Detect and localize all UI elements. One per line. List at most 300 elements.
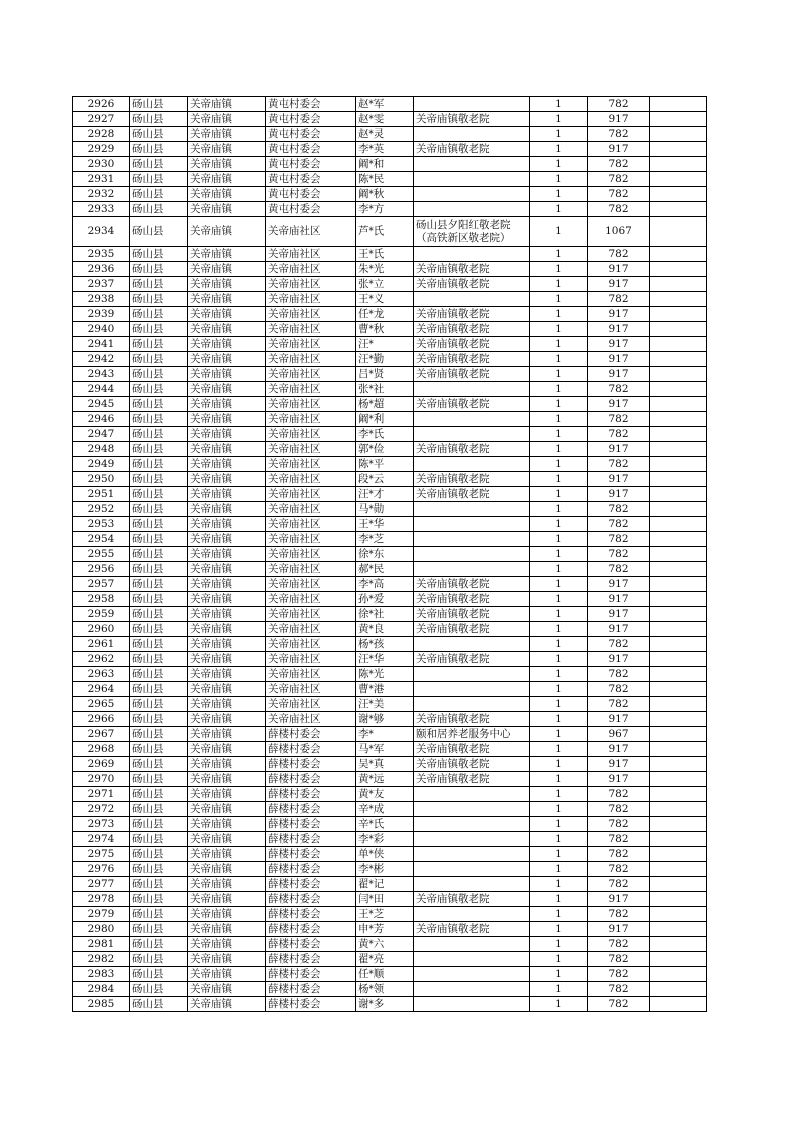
cell-village: 关帝庙社区: [266, 352, 356, 367]
cell-amount: 917: [588, 592, 650, 607]
cell-care-institution: 关帝庙镇敬老院: [414, 742, 530, 757]
cell-county: 砀山县: [130, 172, 188, 187]
cell-amount: 917: [588, 442, 650, 457]
cell-care-institution: 关帝庙镇敬老院: [414, 607, 530, 622]
cell-person-name: 阚*利: [356, 412, 414, 427]
cell-row-number: 2926: [73, 97, 130, 112]
cell-count: 1: [530, 292, 588, 307]
cell-town: 关帝庙镇: [188, 622, 266, 637]
cell-remark: [650, 157, 707, 172]
cell-remark: [650, 907, 707, 922]
cell-town: 关帝庙镇: [188, 262, 266, 277]
cell-count: 1: [530, 772, 588, 787]
cell-care-institution: [414, 502, 530, 517]
cell-count: 1: [530, 877, 588, 892]
cell-row-number: 2959: [73, 607, 130, 622]
cell-town: 关帝庙镇: [188, 907, 266, 922]
cell-amount: 782: [588, 172, 650, 187]
cell-village: 薛楼村委会: [266, 892, 356, 907]
cell-village: 黄屯村委会: [266, 172, 356, 187]
cell-town: 关帝庙镇: [188, 127, 266, 142]
cell-count: 1: [530, 847, 588, 862]
cell-care-institution: [414, 847, 530, 862]
cell-row-number: 2943: [73, 367, 130, 382]
cell-village: 黄屯村委会: [266, 97, 356, 112]
cell-town: 关帝庙镇: [188, 487, 266, 502]
cell-row-number: 2942: [73, 352, 130, 367]
cell-row-number: 2963: [73, 667, 130, 682]
cell-person-name: 黄*远: [356, 772, 414, 787]
cell-county: 砀山县: [130, 847, 188, 862]
cell-row-number: 2932: [73, 187, 130, 202]
table-row: [73, 487, 707, 502]
cell-row-number: 2983: [73, 967, 130, 982]
cell-village: 关帝庙社区: [266, 322, 356, 337]
cell-county: 砀山县: [130, 442, 188, 457]
cell-remark: [650, 112, 707, 127]
cell-row-number: 2958: [73, 592, 130, 607]
table-row: [73, 382, 707, 397]
cell-village: 关帝庙社区: [266, 427, 356, 442]
cell-amount: 782: [588, 637, 650, 652]
cell-row-number: 2947: [73, 427, 130, 442]
cell-village: 关帝庙社区: [266, 532, 356, 547]
cell-care-institution: [414, 172, 530, 187]
cell-amount: 782: [588, 952, 650, 967]
cell-remark: [650, 862, 707, 877]
cell-remark: [650, 562, 707, 577]
cell-county: 砀山县: [130, 742, 188, 757]
cell-amount: 782: [588, 832, 650, 847]
cell-amount: 782: [588, 97, 650, 112]
cell-amount: 917: [588, 307, 650, 322]
table-row: [73, 787, 707, 802]
table-row: [73, 562, 707, 577]
cell-person-name: 李*氏: [356, 427, 414, 442]
cell-care-institution: 关帝庙镇敬老院: [414, 277, 530, 292]
cell-remark: [650, 127, 707, 142]
cell-row-number: 2960: [73, 622, 130, 637]
cell-county: 砀山县: [130, 547, 188, 562]
cell-county: 砀山县: [130, 997, 188, 1012]
cell-village: 关帝庙社区: [266, 607, 356, 622]
cell-row-number: 2945: [73, 397, 130, 412]
cell-county: 砀山县: [130, 337, 188, 352]
table-row: [73, 892, 707, 907]
table-row: [73, 907, 707, 922]
cell-village: 黄屯村委会: [266, 127, 356, 142]
cell-town: 关帝庙镇: [188, 112, 266, 127]
table-row: [73, 412, 707, 427]
cell-amount: 782: [588, 802, 650, 817]
cell-count: 1: [530, 682, 588, 697]
cell-care-institution: [414, 412, 530, 427]
cell-village: 关帝庙社区: [266, 562, 356, 577]
table-row: [73, 172, 707, 187]
cell-county: 砀山县: [130, 817, 188, 832]
cell-remark: [650, 172, 707, 187]
cell-remark: [650, 442, 707, 457]
cell-remark: [650, 397, 707, 412]
cell-remark: [650, 292, 707, 307]
cell-village: 关帝庙社区: [266, 622, 356, 637]
cell-care-institution: [414, 967, 530, 982]
cell-person-name: 翟*亮: [356, 952, 414, 967]
cell-person-name: 汪*才: [356, 487, 414, 502]
cell-amount: 782: [588, 502, 650, 517]
cell-remark: [650, 877, 707, 892]
cell-remark: [650, 982, 707, 997]
cell-row-number: 2934: [73, 217, 130, 247]
table-row: [73, 97, 707, 112]
cell-remark: [650, 967, 707, 982]
cell-town: 关帝庙镇: [188, 727, 266, 742]
cell-remark: [650, 637, 707, 652]
cell-town: 关帝庙镇: [188, 997, 266, 1012]
cell-county: 砀山县: [130, 202, 188, 217]
cell-county: 砀山县: [130, 607, 188, 622]
table-row: [73, 457, 707, 472]
cell-amount: 782: [588, 532, 650, 547]
cell-count: 1: [530, 427, 588, 442]
cell-count: 1: [530, 217, 588, 247]
cell-count: 1: [530, 832, 588, 847]
cell-county: 砀山县: [130, 532, 188, 547]
cell-village: 关帝庙社区: [266, 577, 356, 592]
table-row: [73, 337, 707, 352]
cell-count: 1: [530, 202, 588, 217]
cell-count: 1: [530, 667, 588, 682]
cell-village: 薛楼村委会: [266, 757, 356, 772]
table-row: [73, 427, 707, 442]
cell-care-institution: 关帝庙镇敬老院: [414, 112, 530, 127]
cell-village: 关帝庙社区: [266, 337, 356, 352]
cell-person-name: 李*高: [356, 577, 414, 592]
cell-town: 关帝庙镇: [188, 292, 266, 307]
table-row: [73, 607, 707, 622]
table-row: [73, 307, 707, 322]
cell-row-number: 2985: [73, 997, 130, 1012]
cell-county: 砀山县: [130, 937, 188, 952]
cell-amount: 917: [588, 742, 650, 757]
table-row: [73, 727, 707, 742]
cell-amount: 782: [588, 982, 650, 997]
cell-row-number: 2955: [73, 547, 130, 562]
cell-row-number: 2982: [73, 952, 130, 967]
table-row: [73, 922, 707, 937]
cell-row-number: 2969: [73, 757, 130, 772]
cell-care-institution: [414, 517, 530, 532]
cell-care-institution: [414, 862, 530, 877]
cell-count: 1: [530, 637, 588, 652]
cell-county: 砀山县: [130, 157, 188, 172]
cell-person-name: 张*立: [356, 277, 414, 292]
cell-count: 1: [530, 187, 588, 202]
cell-count: 1: [530, 457, 588, 472]
cell-village: 黄屯村委会: [266, 187, 356, 202]
cell-count: 1: [530, 937, 588, 952]
cell-care-institution: [414, 562, 530, 577]
cell-village: 薛楼村委会: [266, 967, 356, 982]
cell-county: 砀山县: [130, 712, 188, 727]
cell-town: 关帝庙镇: [188, 562, 266, 577]
cell-remark: [650, 307, 707, 322]
table-row: [73, 802, 707, 817]
cell-county: 砀山县: [130, 352, 188, 367]
cell-amount: 782: [588, 412, 650, 427]
cell-person-name: 辛*氏: [356, 817, 414, 832]
cell-amount: 917: [588, 652, 650, 667]
cell-town: 关帝庙镇: [188, 877, 266, 892]
cell-count: 1: [530, 157, 588, 172]
cell-row-number: 2953: [73, 517, 130, 532]
cell-care-institution: [414, 157, 530, 172]
table-row: [73, 577, 707, 592]
cell-town: 关帝庙镇: [188, 892, 266, 907]
cell-amount: 782: [588, 247, 650, 262]
cell-remark: [650, 517, 707, 532]
cell-remark: [650, 937, 707, 952]
cell-remark: [650, 772, 707, 787]
cell-count: 1: [530, 982, 588, 997]
cell-care-institution: [414, 682, 530, 697]
cell-town: 关帝庙镇: [188, 397, 266, 412]
table-row: [73, 697, 707, 712]
cell-person-name: 汪*美: [356, 697, 414, 712]
cell-amount: 917: [588, 112, 650, 127]
cell-town: 关帝庙镇: [188, 922, 266, 937]
cell-care-institution: [414, 637, 530, 652]
cell-remark: [650, 187, 707, 202]
cell-count: 1: [530, 442, 588, 457]
cell-row-number: 2973: [73, 817, 130, 832]
cell-remark: [650, 802, 707, 817]
cell-town: 关帝庙镇: [188, 982, 266, 997]
cell-village: 关帝庙社区: [266, 277, 356, 292]
cell-village: 薛楼村委会: [266, 832, 356, 847]
cell-county: 砀山县: [130, 907, 188, 922]
cell-care-institution: 关帝庙镇敬老院: [414, 142, 530, 157]
cell-care-institution: 关帝庙镇敬老院: [414, 622, 530, 637]
cell-amount: 782: [588, 457, 650, 472]
cell-amount: 917: [588, 337, 650, 352]
cell-remark: [650, 742, 707, 757]
cell-town: 关帝庙镇: [188, 502, 266, 517]
cell-care-institution: [414, 667, 530, 682]
cell-town: 关帝庙镇: [188, 247, 266, 262]
cell-town: 关帝庙镇: [188, 772, 266, 787]
cell-row-number: 2946: [73, 412, 130, 427]
cell-amount: 917: [588, 262, 650, 277]
cell-village: 薛楼村委会: [266, 802, 356, 817]
cell-person-name: 陈*光: [356, 667, 414, 682]
cell-person-name: 徐*社: [356, 607, 414, 622]
cell-county: 砀山县: [130, 277, 188, 292]
cell-row-number: 2954: [73, 532, 130, 547]
cell-row-number: 2968: [73, 742, 130, 757]
cell-amount: 917: [588, 607, 650, 622]
cell-person-name: 任*龙: [356, 307, 414, 322]
cell-remark: [650, 787, 707, 802]
cell-person-name: 王*芝: [356, 907, 414, 922]
cell-village: 关帝庙社区: [266, 682, 356, 697]
cell-care-institution: [414, 997, 530, 1012]
cell-town: 关帝庙镇: [188, 172, 266, 187]
table-row: [73, 967, 707, 982]
table-row: [73, 757, 707, 772]
cell-care-institution: [414, 187, 530, 202]
cell-care-institution: 关帝庙镇敬老院: [414, 712, 530, 727]
cell-remark: [650, 202, 707, 217]
cell-village: 关帝庙社区: [266, 502, 356, 517]
cell-amount: 917: [588, 277, 650, 292]
cell-remark: [650, 622, 707, 637]
cell-village: 薛楼村委会: [266, 937, 356, 952]
cell-person-name: 郝*民: [356, 562, 414, 577]
cell-count: 1: [530, 592, 588, 607]
cell-town: 关帝庙镇: [188, 607, 266, 622]
cell-care-institution: 关帝庙镇敬老院: [414, 577, 530, 592]
cell-count: 1: [530, 697, 588, 712]
cell-care-institution: [414, 817, 530, 832]
cell-county: 砀山县: [130, 772, 188, 787]
cell-care-institution: 关帝庙镇敬老院: [414, 322, 530, 337]
cell-amount: 917: [588, 142, 650, 157]
cell-county: 砀山县: [130, 472, 188, 487]
cell-row-number: 2978: [73, 892, 130, 907]
cell-amount: 782: [588, 292, 650, 307]
cell-count: 1: [530, 787, 588, 802]
cell-person-name: 张*社: [356, 382, 414, 397]
cell-remark: [650, 832, 707, 847]
cell-town: 关帝庙镇: [188, 712, 266, 727]
cell-village: 黄屯村委会: [266, 142, 356, 157]
cell-village: 关帝庙社区: [266, 367, 356, 382]
cell-village: 关帝庙社区: [266, 292, 356, 307]
cell-county: 砀山县: [130, 142, 188, 157]
cell-count: 1: [530, 307, 588, 322]
cell-count: 1: [530, 802, 588, 817]
cell-remark: [650, 457, 707, 472]
cell-person-name: 李*芝: [356, 532, 414, 547]
cell-county: 砀山县: [130, 787, 188, 802]
cell-village: 黄屯村委会: [266, 112, 356, 127]
cell-village: 关帝庙社区: [266, 397, 356, 412]
cell-village: 关帝庙社区: [266, 487, 356, 502]
cell-amount: 782: [588, 202, 650, 217]
cell-person-name: 马*勋: [356, 502, 414, 517]
cell-row-number: 2971: [73, 787, 130, 802]
cell-amount: 782: [588, 817, 650, 832]
table-row: [73, 532, 707, 547]
cell-remark: [650, 487, 707, 502]
cell-county: 砀山县: [130, 487, 188, 502]
cell-amount: 782: [588, 862, 650, 877]
cell-county: 砀山县: [130, 127, 188, 142]
cell-amount: 917: [588, 757, 650, 772]
table-row: [73, 202, 707, 217]
cell-row-number: 2940: [73, 322, 130, 337]
cell-row-number: 2974: [73, 832, 130, 847]
cell-village: 关帝庙社区: [266, 667, 356, 682]
cell-town: 关帝庙镇: [188, 547, 266, 562]
cell-amount: 917: [588, 892, 650, 907]
cell-count: 1: [530, 367, 588, 382]
cell-care-institution: [414, 382, 530, 397]
cell-row-number: 2981: [73, 937, 130, 952]
cell-remark: [650, 997, 707, 1012]
cell-count: 1: [530, 277, 588, 292]
cell-count: 1: [530, 517, 588, 532]
cell-person-name: 陈*平: [356, 457, 414, 472]
cell-amount: 917: [588, 922, 650, 937]
cell-person-name: 辛*成: [356, 802, 414, 817]
cell-count: 1: [530, 247, 588, 262]
cell-amount: 782: [588, 517, 650, 532]
cell-person-name: 汪*勤: [356, 352, 414, 367]
cell-row-number: 2948: [73, 442, 130, 457]
table-row: [73, 112, 707, 127]
cell-row-number: 2956: [73, 562, 130, 577]
cell-county: 砀山县: [130, 982, 188, 997]
cell-count: 1: [530, 952, 588, 967]
cell-count: 1: [530, 337, 588, 352]
cell-remark: [650, 727, 707, 742]
cell-person-name: 黄*六: [356, 937, 414, 952]
table-row: [73, 952, 707, 967]
cell-person-name: 李*方: [356, 202, 414, 217]
cell-person-name: 赵*灵: [356, 127, 414, 142]
cell-count: 1: [530, 712, 588, 727]
cell-person-name: 王*义: [356, 292, 414, 307]
cell-town: 关帝庙镇: [188, 577, 266, 592]
cell-person-name: 陈*民: [356, 172, 414, 187]
cell-care-institution: [414, 202, 530, 217]
cell-county: 砀山县: [130, 667, 188, 682]
cell-person-name: 汪*: [356, 337, 414, 352]
cell-care-institution: 关帝庙镇敬老院: [414, 397, 530, 412]
cell-village: 关帝庙社区: [266, 307, 356, 322]
table-row: [73, 247, 707, 262]
cell-count: 1: [530, 382, 588, 397]
cell-count: 1: [530, 622, 588, 637]
cell-count: 1: [530, 172, 588, 187]
cell-county: 砀山县: [130, 562, 188, 577]
cell-person-name: 李*彬: [356, 862, 414, 877]
cell-county: 砀山县: [130, 397, 188, 412]
cell-county: 砀山县: [130, 622, 188, 637]
cell-county: 砀山县: [130, 592, 188, 607]
table-row: [73, 652, 707, 667]
cell-town: 关帝庙镇: [188, 787, 266, 802]
table-row: [73, 637, 707, 652]
cell-count: 1: [530, 727, 588, 742]
cell-remark: [650, 502, 707, 517]
cell-town: 关帝庙镇: [188, 802, 266, 817]
cell-person-name: 李*英: [356, 142, 414, 157]
cell-care-institution: [414, 292, 530, 307]
cell-amount: 782: [588, 997, 650, 1012]
cell-village: 薛楼村委会: [266, 952, 356, 967]
table-row: [73, 817, 707, 832]
cell-county: 砀山县: [130, 757, 188, 772]
cell-village: 关帝庙社区: [266, 442, 356, 457]
cell-amount: 782: [588, 187, 650, 202]
cell-row-number: 2967: [73, 727, 130, 742]
cell-village: 关帝庙社区: [266, 592, 356, 607]
cell-remark: [650, 532, 707, 547]
cell-person-name: 李*彩: [356, 832, 414, 847]
